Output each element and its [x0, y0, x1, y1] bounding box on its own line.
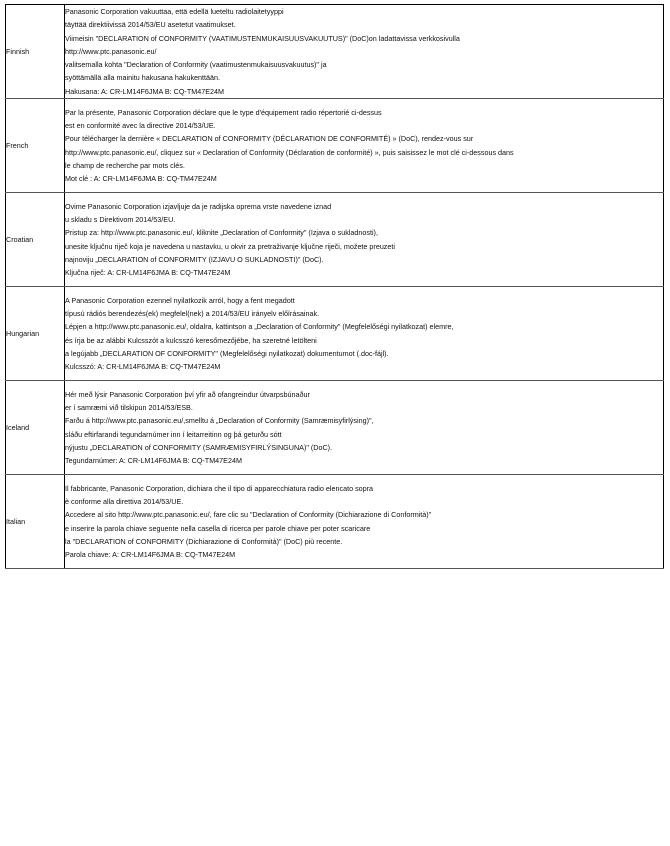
declaration-line: A Panasonic Corporation ezennel nyilatkozik arról, hogy a fent megadott: [65, 295, 295, 305]
declaration-line: Lépjen a http://www.ptc.panasonic.eu/, oldalra, kattintson a „Declaration of Conformity" (Megfelelőségi nyilatkozat) elemre,: [65, 322, 454, 332]
language-label: Finnish: [6, 5, 65, 99]
declaration-line: Pour télécharger la dernière « DECLARATION of CONFORMITY (DÉCLARATION DE CONFORMITÉ) » (DoC), rendez-vous sur: [65, 134, 474, 144]
language-label: Iceland: [6, 381, 65, 475]
language-label: Croatian: [6, 193, 65, 287]
declaration-table: [5, 4, 664, 569]
declaration-text-cell: [65, 99, 664, 193]
declaration-line: Hakusana: A: CR-LM14F6JMA B: CQ-TM47E24M: [65, 86, 224, 96]
declaration-text-cell: [65, 5, 664, 99]
declaration-line: Farðu á http://www.ptc.panasonic.eu/,smelltu á „Declaration of Conformity (Samræmisyfirlýsing)",: [65, 416, 374, 426]
declaration-line: Il fabbricante, Panasonic Corporation, dichiara che il tipo di apparecchiatura radio elencato sopra: [65, 483, 374, 493]
declaration-line: Hér með lýsir Panasonic Corporation því yfir að ofangreindur útvarpsbúnaður: [65, 389, 310, 399]
declaration-line: Par la présente, Panasonic Corporation déclare que le type d'équipement radio répertorié ci-dessus: [65, 107, 382, 117]
table-row-croatian: [6, 193, 664, 287]
declaration-line: Ključna riječ: A: CR-LM14F6JMA B: CQ-TM47E24M: [65, 268, 231, 278]
declaration-line: Panasonic Corporation vakuuttaa, että edellä lueteltu radiolaitetyyppi: [65, 7, 284, 16]
declaration-text-cell: [65, 193, 664, 287]
declaration-line: és írja be az alábbi Kulcsszót a kulcsszó keresőmezőjébe, ha szeretné letölteni: [65, 335, 317, 345]
declaration-line: Ovime Panasonic Corporation izjavljuje da je radijska oprema vrste navedene iznad: [65, 201, 332, 211]
declaration-line: la "DECLARATION of CONFORMITY (Dichiarazione di Conformità)" (DoC) più recente.: [65, 536, 343, 546]
declaration-line: unesite ključnu riječ koja je navedena u nastavku, u okvir za pretraživanje ključne riječi, možete preuzeti: [65, 241, 395, 251]
declaration-text-cell: [65, 381, 664, 475]
declaration-line: a legújabb „DECLARATION OF CONFORMITY" (Megfelelőségi nyilatkozat) dokumentumot (.doc-fájl).: [65, 348, 389, 358]
table-row-french: [6, 99, 664, 193]
declaration-line: le champ de recherche par mots clés.: [65, 160, 185, 170]
declaration-line: Tegundarnúmer: A: CR-LM14F6JMA B: CQ-TM47E24M: [65, 456, 242, 466]
table-row-hungarian: [6, 287, 664, 381]
declaration-line: täyttää direktiivissä 2014/53/EU asetetut vaatimukset.: [65, 20, 236, 30]
declaration-text-cell: [65, 287, 664, 381]
table-row-finnish: [6, 5, 664, 99]
declaration-line: najnoviju „DECLARATION of CONFORMITY (IZJAVU O SUKLADNOSTI)" (DoC).: [65, 254, 324, 264]
declaration-line: http://www.ptc.panasonic.eu/, cliquez sur « Declaration of Conformity (Déclaration de conformité) », puis saisissez le mot clé ci-dessous dans: [65, 147, 514, 157]
declaration-line: è conforme alla direttiva 2014/53/UE.: [65, 496, 184, 506]
declaration-line: er í samræmi við tilskipun 2014/53/ESB.: [65, 402, 193, 412]
declaration-line: Mot clé : A: CR-LM14F6JMA B: CQ-TM47E24M: [65, 174, 217, 184]
declaration-text-cell: [65, 475, 664, 569]
declaration-line: Accedere al sito http://www.ptc.panasonic.eu/, fare clic su "Declaration of Conformity (Dichiarazione di Conformità)": [65, 510, 432, 520]
declaration-line: http://www.ptc.panasonic.eu/: [65, 46, 157, 56]
table-row-iceland: [6, 381, 664, 475]
language-label: French: [6, 99, 65, 193]
declaration-line: valitsemalla kohta "Declaration of Conformity (vaatimustenmukaisuusvakuutus)" ja: [65, 60, 327, 70]
declaration-line: típusú rádiós berendezés(ek) megfelel(nek) a 2014/53/EU irányelv előírásainak.: [65, 308, 320, 318]
declaration-line: Viimeisin "DECLARATION of CONFORMITY (VAATIMUSTENMUKAISUUSVAKUUTUS)" (DoC)on ladattavissa verkkosivulla: [65, 33, 460, 43]
declaration-line: sláðu eftirfarandi tegundarnúmer inn í leitarreitinn og þá geturðu sótt: [65, 429, 282, 439]
declaration-table-body: [6, 5, 664, 569]
declaration-line: Kulcsszó: A: CR-LM14F6JMA B: CQ-TM47E24M: [65, 362, 221, 372]
declaration-line: Pristup za: http://www.ptc.panasonic.eu/, kliknite „Declaration of Conformity" (Izjava o sukladnosti),: [65, 228, 378, 238]
declaration-line: nýjustu „DECLARATION of CONFORMITY (SAMRÆMISYFIRLÝSINGUNA)" (DoC).: [65, 442, 333, 452]
language-label: Hungarian: [6, 287, 65, 381]
declaration-line: syöttämällä alla mainitu hakusana hakukenttään.: [65, 73, 221, 83]
declaration-line: Parola chiave: A: CR-LM14F6JMA B: CQ-TM47E24M: [65, 550, 236, 560]
declaration-line: est en conformité avec la directive 2014/53/UE.: [65, 120, 216, 130]
declaration-line: e inserire la parola chiave seguente nella casella di ricerca per parole chiave per poter scaricare: [65, 523, 371, 533]
table-row-italian: [6, 475, 664, 569]
declaration-line: u skladu s Direktivom 2014/53/EU.: [65, 214, 176, 224]
language-label: Italian: [6, 475, 65, 569]
